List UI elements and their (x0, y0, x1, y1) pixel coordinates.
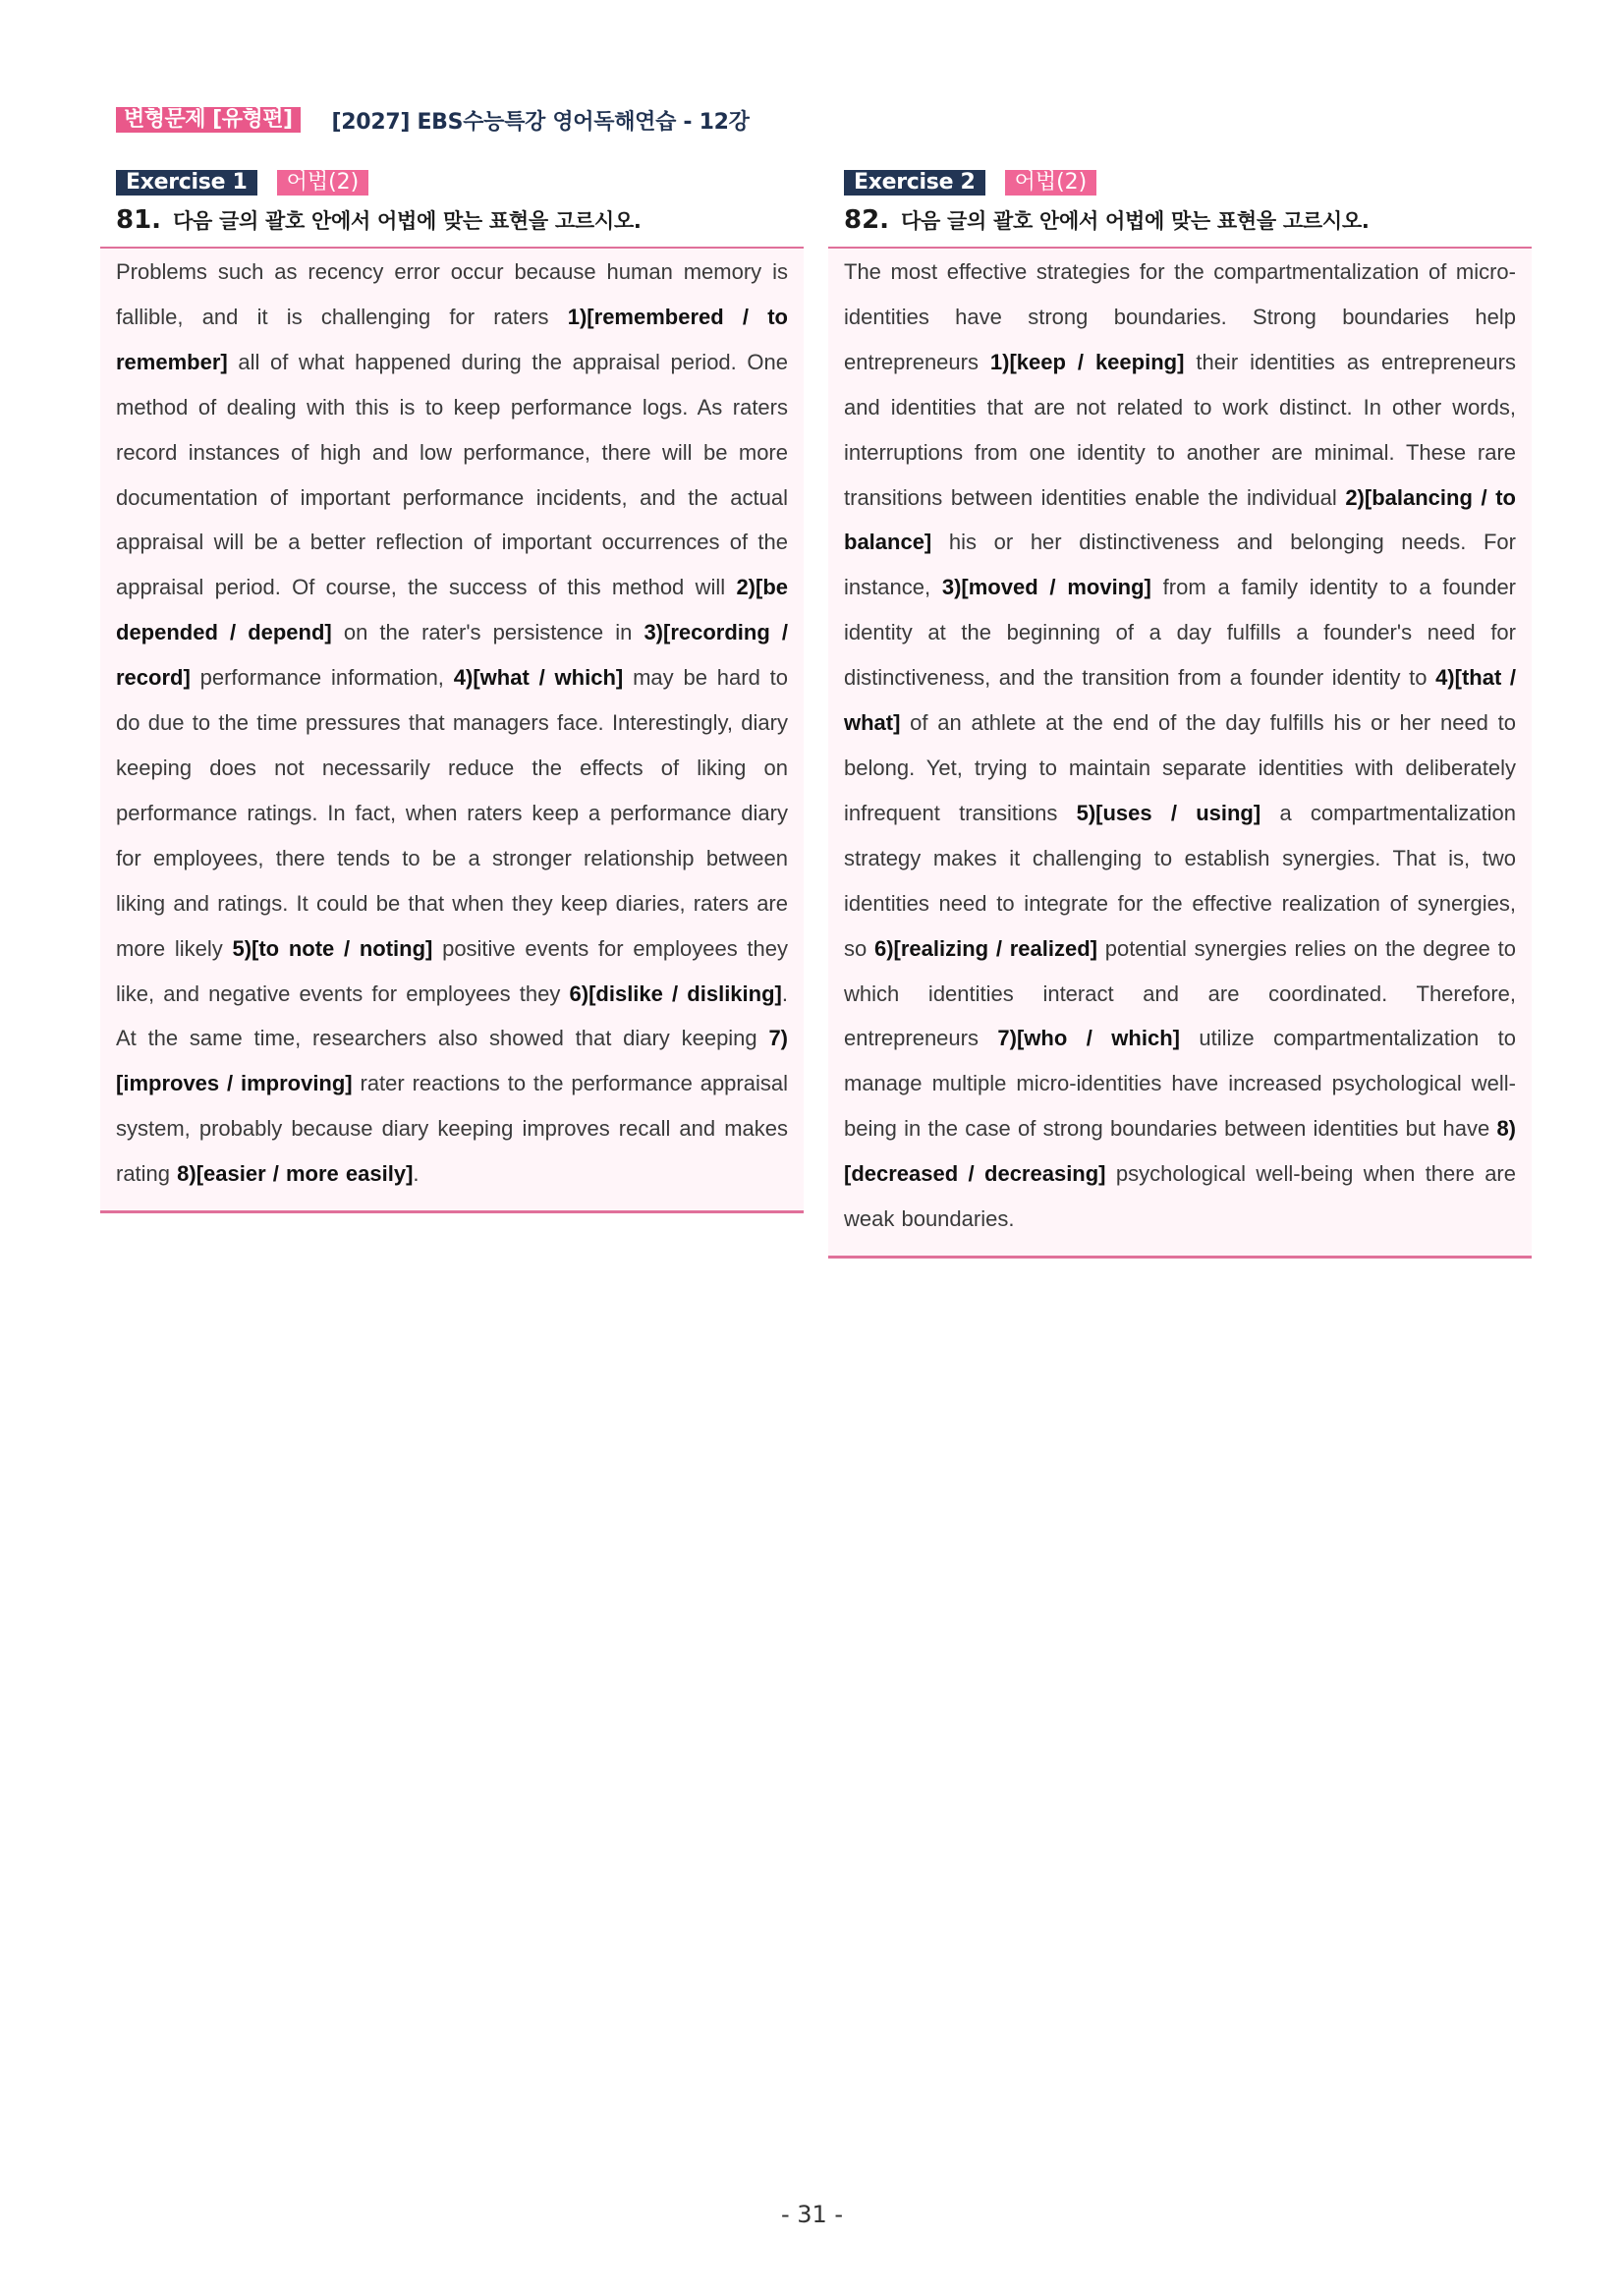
passage-segment: may be hard to do due to the time pressures that managers face. Interestingly, diary keeping does not necessarily reduce the effects of liking on performance ratings. In fact, when raters keep a performance diary for employees, there tends to be a stronger relationship between liking and ratings. It could be that when they keep diaries, raters are more likely (116, 665, 789, 961)
passage-text (116, 250, 788, 1197)
blank-choice: 3)[recording / record] (116, 620, 788, 691)
blank-choice: 1)[keep / keeping] (989, 349, 1185, 374)
passage-text (844, 250, 1516, 1242)
category-badge: 어법(2) (277, 170, 369, 196)
page-title: [2027] EBS수능특강 영어독해연습 - 12강 (331, 109, 750, 135)
passage-segment: from a family identity to a founder identity at the beginning of a day fulfills a founder's need for distinctiveness, and the transition from a founder identity to (844, 575, 1517, 691)
blank-choice: 7)[improves / improving] (116, 1026, 788, 1096)
type-tag: 변형문제 [유형편] (116, 107, 301, 133)
exercise-badge-row (844, 170, 1532, 196)
passage-segment: potential synergies relies on the degree to which identities interact and are coordinated. Therefore, entrepreneurs (844, 935, 1516, 1051)
passage-segment: on the rater's persistence in (331, 620, 644, 645)
passage-segment: The most effective strategies for the compartmentalization of micro-identities have strong boundaries. Strong boundaries help entrepreneurs (844, 259, 1516, 374)
passage-segment: psychological well-being when there are weak boundaries. (844, 1161, 1516, 1232)
blank-choice: 5)[uses / using] (1076, 800, 1261, 825)
passage-box (100, 247, 804, 1213)
question-prompt (116, 205, 804, 239)
passage-segment: all of what happened during the appraisal period. One method of dealing with this is to keep performance logs. As raters record instances of high and low performance, there will be more documentation of important performance incidents, and the actual appraisal will be a better reflection of important occurrences of the appraisal period. Of course, the success of this method will (116, 349, 788, 600)
passage-segment: a compartmentalization strategy makes it challenging to establish synergies. That is, two identities need to integrate for the effective realization of synergies, so (844, 800, 1517, 961)
passage-segment: rater reactions to the performance appraisal system, probably because diary keeping improves recall and makes rating (116, 1071, 788, 1187)
passage-segment: Problems such as recency error occur because human memory is fallible, and it is challenging for raters (116, 259, 788, 329)
exercise-2 (828, 170, 1532, 1259)
category-badge: 어법(2) (1005, 170, 1097, 196)
passage-box (828, 247, 1532, 1259)
blank-choice: 8)[easier / more easily] (177, 1161, 414, 1187)
passage-segment: . (413, 1161, 420, 1187)
blank-choice: 7)[who / which] (997, 1026, 1180, 1051)
question-text: 다음 글의 괄호 안에서 어법에 맞는 표현을 고르시오. (901, 209, 1370, 233)
blank-choice: 2)[be depended / depend] (116, 575, 788, 645)
page-number: - 31 - (780, 2201, 844, 2228)
blank-choice: 4)[what / which] (453, 665, 624, 691)
passage-segment: his or her distinctiveness and belonging needs. For instance, (844, 530, 1516, 600)
blank-choice: 3)[moved / moving] (941, 575, 1151, 600)
question-number: 82. (844, 205, 890, 235)
passage-segment: utilize compartmentalization to manage multiple micro-identities have increased psychological well-being in the case of strong boundaries between identities but have (844, 1026, 1516, 1142)
blank-choice: 2)[balancing / to balance] (844, 484, 1516, 555)
blank-choice: 4)[that / what] (844, 665, 1516, 736)
passage-segment: positive events for employees they like, and negative events for employees they (116, 935, 789, 1006)
exercise-badge: Exercise 2 (844, 170, 985, 196)
passage-segment: their identities as entrepreneurs and identities that are not related to work distinct. In other words, interruptions from one identity to another are minimal. These rare transitions between identities enable the individual (844, 349, 1516, 510)
exercise-badge-row (116, 170, 804, 196)
passage-segment: . At the same time, researchers also showed that diary keeping (116, 980, 788, 1051)
question-text: 다음 글의 괄호 안에서 어법에 맞는 표현을 고르시오. (173, 209, 642, 233)
question-prompt (844, 205, 1532, 239)
blank-choice: 5)[to note / noting] (232, 935, 433, 961)
blank-choice: 6)[realizing / realized] (873, 935, 1097, 961)
exercise-badge: Exercise 1 (116, 170, 257, 196)
exercise-1 (100, 170, 804, 1213)
blank-choice: 1)[remembered / to remember] (116, 304, 788, 374)
passage-segment: performance information, (190, 665, 454, 691)
blank-choice: 8)[decreased / decreasing] (844, 1116, 1516, 1187)
question-number: 81. (116, 205, 162, 235)
blank-choice: 6)[dislike / disliking] (569, 980, 782, 1006)
page-header (116, 104, 750, 136)
passage-segment: of an athlete at the end of the day fulfills his or her need to belong. Yet, trying to maintain separate identities with deliberately infrequent transitions (844, 710, 1516, 825)
